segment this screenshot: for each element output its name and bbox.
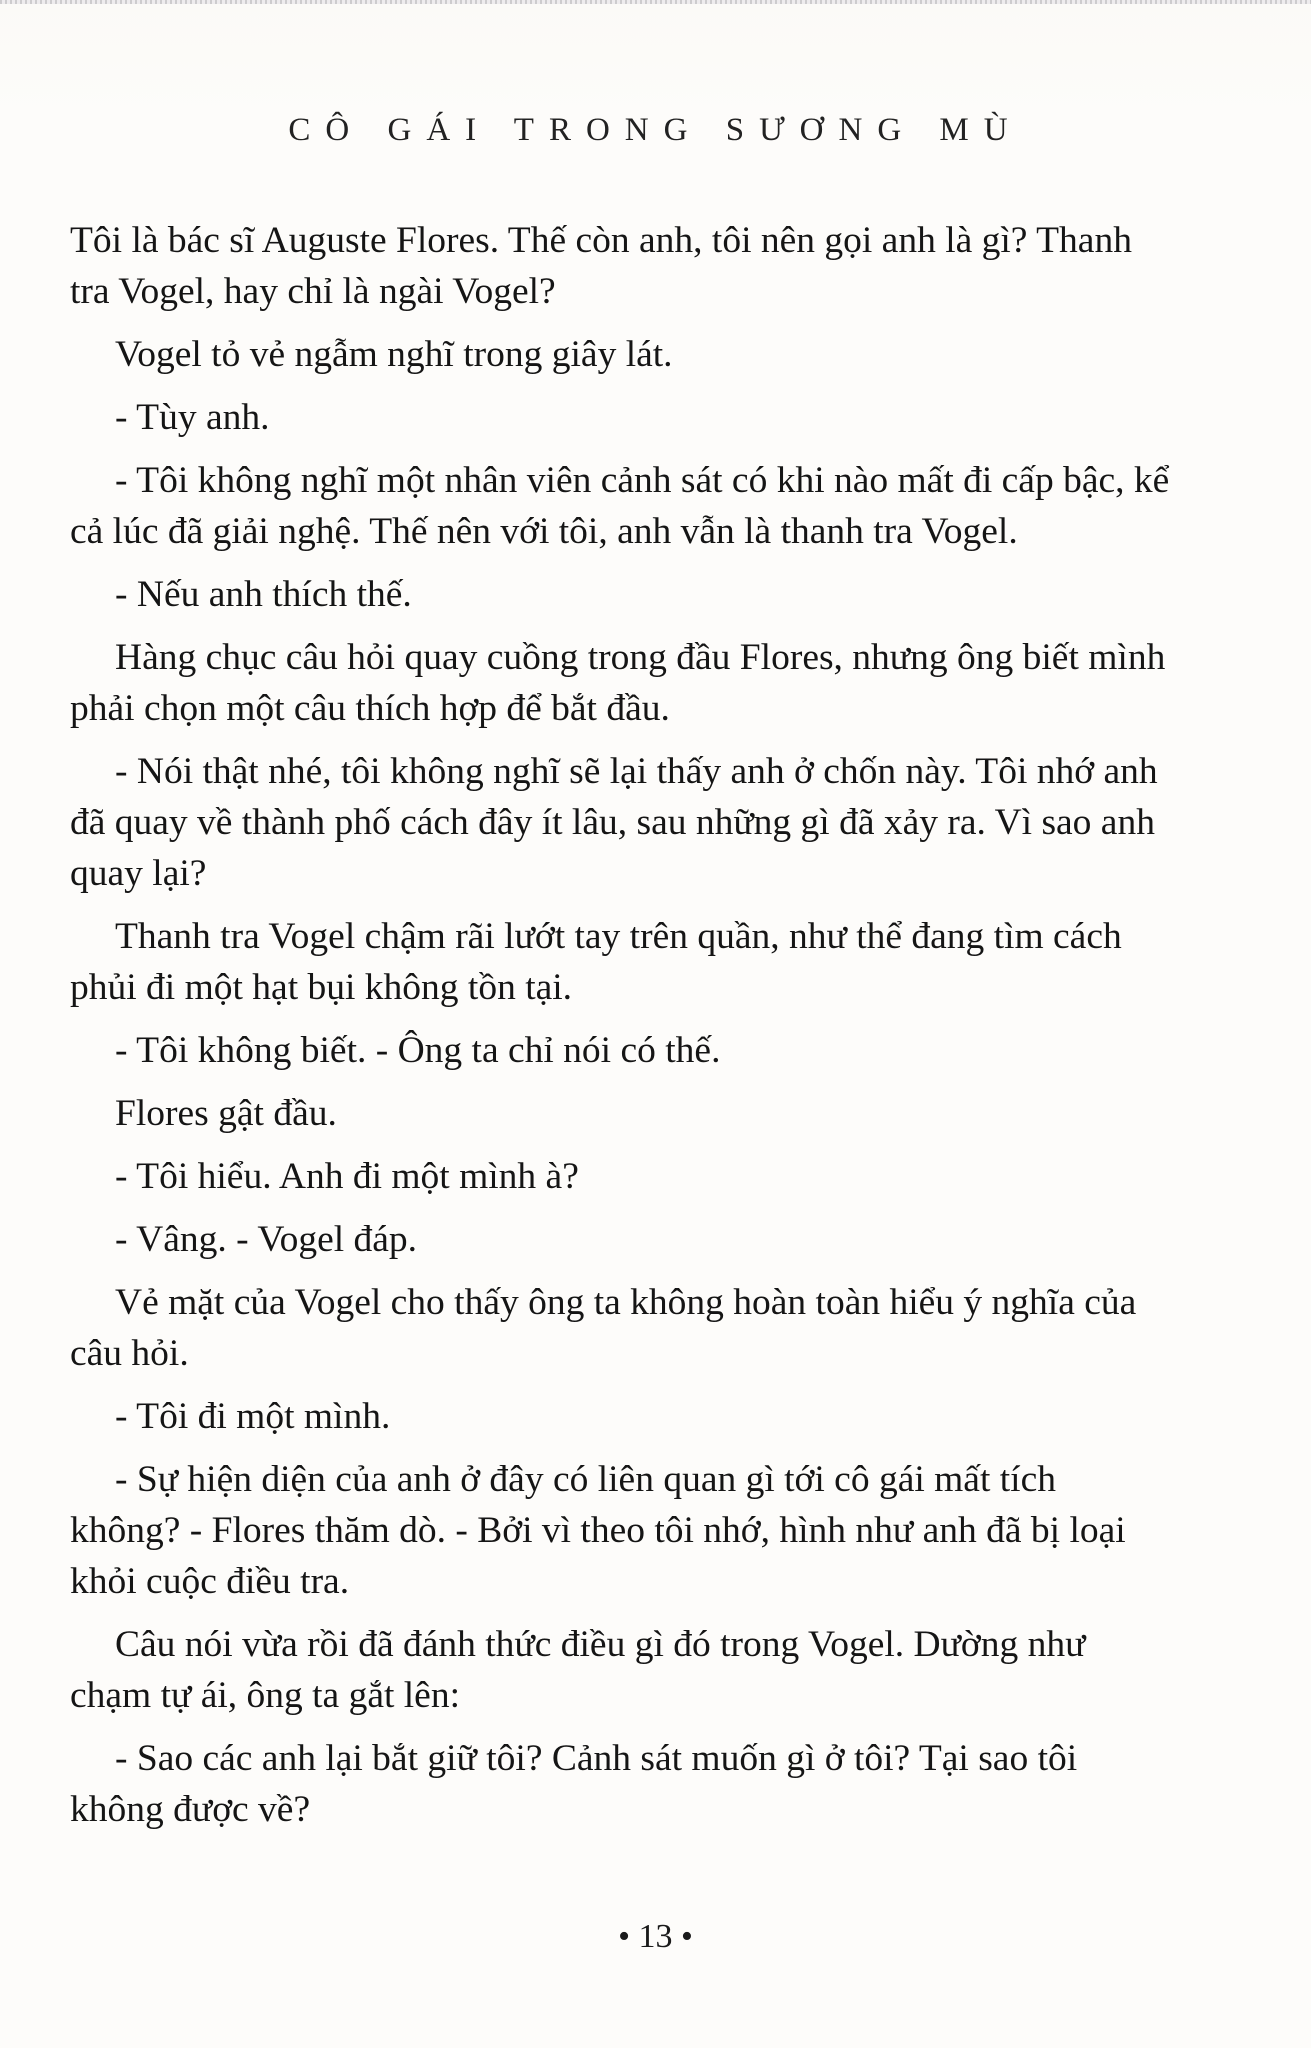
paragraph: - Nếu anh thích thế.: [115, 574, 412, 615]
paragraph: Vẻ mặt của Vogel cho thấy ông ta không hoàn toàn hiểu ý nghĩa của câu hỏi.: [70, 1282, 1137, 1374]
paragraph: Thanh tra Vogel chậm rãi lướt tay trên quần, như thể đang tìm cách phủi đi một hạt bụi không tồn tại.: [70, 916, 1122, 1008]
paragraph: - Nói thật nhé, tôi không nghĩ sẽ lại thấy anh ở chốn này. Tôi nhớ anh đã quay về thành phố cách đây ít lâu, sau những gì đã xảy ra. Vì sao anh quay lại?: [70, 751, 1158, 894]
paragraph: Vogel tỏ vẻ ngẫm nghĩ trong giây lát.: [115, 334, 673, 375]
paragraph: - Sao các anh lại bắt giữ tôi? Cảnh sát muốn gì ở tôi? Tại sao tôi không được về?: [70, 1738, 1078, 1830]
paragraph: - Tôi không nghĩ một nhân viên cảnh sát có khi nào mất đi cấp bậc, kể cả lúc đã giải nghệ. Thế nên với tôi, anh vẫn là thanh tra Vogel.: [70, 460, 1170, 552]
page-top-edge: [0, 0, 1311, 4]
paragraph: - Vâng. - Vogel đáp.: [115, 1219, 418, 1260]
paragraph: Flores gật đầu.: [115, 1093, 337, 1134]
body-text: [70, 215, 1170, 1847]
page-number: • 13 •: [618, 1918, 693, 1955]
paragraph: - Tôi hiểu. Anh đi một mình à?: [115, 1156, 579, 1197]
paragraph: - Tùy anh.: [115, 397, 270, 438]
paragraph: Hàng chục câu hỏi quay cuồng trong đầu Flores, nhưng ông biết mình phải chọn một câu thích hợp để bắt đầu.: [70, 637, 1166, 729]
paragraph: - Sự hiện diện của anh ở đây có liên quan gì tới cô gái mất tích không? - Flores thăm dò. - Bởi vì theo tôi nhớ, hình như anh đã bị loại khỏi cuộc điều tra.: [70, 1459, 1126, 1602]
running-header: CÔ GÁI TRONG SƯƠNG MÙ: [288, 112, 1023, 148]
paragraph: - Tôi không biết. - Ông ta chỉ nói có thế.: [115, 1030, 721, 1071]
paragraph: - Tôi đi một mình.: [115, 1396, 391, 1437]
paragraph: Tôi là bác sĩ Auguste Flores. Thế còn anh, tôi nên gọi anh là gì? Thanh tra Vogel, hay chỉ là ngài Vogel?: [70, 220, 1132, 312]
paragraph: Câu nói vừa rồi đã đánh thức điều gì đó trong Vogel. Dường như chạm tự ái, ông ta gắt lên:: [70, 1624, 1086, 1716]
